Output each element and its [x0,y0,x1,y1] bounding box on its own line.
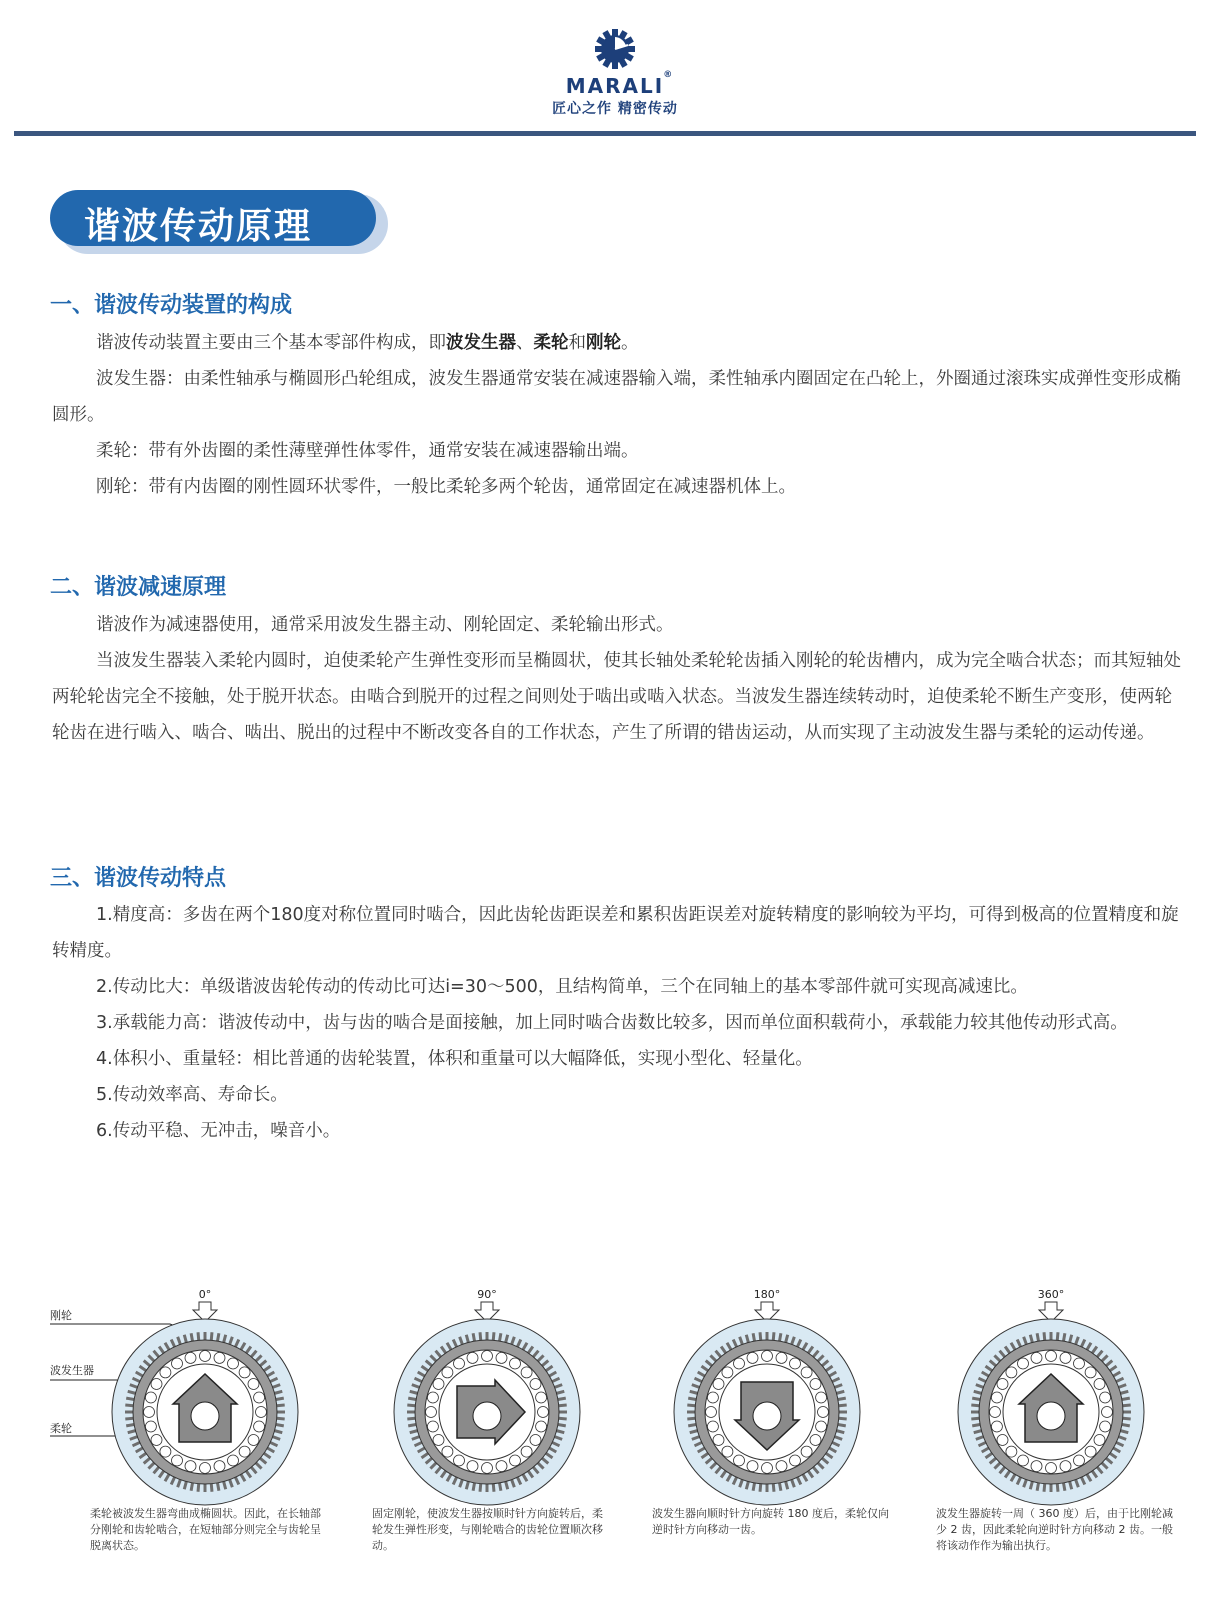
shaft-hole [191,1402,219,1430]
harmonic-drive-diagrams [0,1280,1210,1600]
label-circular-spline: 刚轮 [50,1309,72,1322]
page-title: 谐波传动原理 [84,206,313,247]
brand-slogan: 匠心之作 精密传动 [552,101,678,117]
section-body-composition [52,325,1182,505]
paragraph: 当波发生器装入柔轮内圆时，迫使柔轮产生弹性变形而呈椭圆状，使其长轴处柔轮轮齿插入刚轮的轮齿槽内，成为完全啮合状态；而其短轴处两轮轮齿完全不接触，处于脱开状态。由啮合到脱开的过程之间则处于啮出或啮入状态。当波发生器连续转动时，迫使柔轮不断生产变形，使两轮轮齿在进行啮入、啮合、啮出、脱出的过程中不断改变各自的工作状态，产生了所谓的错齿运动，从而实现了主动波发生器与柔轮的运动传递。 [52,651,1181,743]
list-item: 6.传动平稳、无冲击，噪音小。 [96,1121,341,1141]
label-flexspline: 柔轮 [50,1422,72,1435]
gear-logo-icon [592,26,638,72]
section-heading-composition: 一、谐波传动装置的构成 [50,293,293,318]
section-heading-reduction: 二、谐波减速原理 [50,575,227,600]
section-heading-features: 三、谐波传动特点 [50,866,227,891]
angle-label: 0° [198,1288,212,1301]
angle-label: 180° [753,1288,781,1301]
paragraph: 柔轮：带有外齿圈的柔性薄壁弹性体零件，通常安装在减速器输出端。 [96,441,639,461]
shaft-hole [473,1402,501,1430]
angle-label: 360° [1037,1288,1065,1301]
list-item: 5.传动效率高、寿命长。 [96,1085,288,1105]
header-divider [14,131,1196,136]
angle-label: 90° [477,1288,497,1301]
gear-diagram [105,1300,305,1510]
brand-name: MARALI ® [565,70,675,98]
diagram-caption: 柔轮被波发生器弯曲成椭圆状。因此，在长轴部分刚轮和齿轮啮合，在短轴部分则完全与齿轮呈脱离状态。 [90,1507,321,1552]
gear-diagram [387,1300,587,1510]
shaft-hole [1037,1402,1065,1430]
brand-logo [535,26,695,126]
page-title-badge [50,190,390,254]
page-header [0,0,1210,140]
label-wave-generator: 波发生器 [50,1364,94,1377]
gear-diagram [667,1300,867,1510]
section-body-reduction [52,607,1182,751]
paragraph: 刚轮：带有内齿圈的刚性圆环状零件，一般比柔轮多两个轮齿，通常固定在减速器机体上。 [96,477,796,497]
shaft-hole [753,1402,781,1430]
paragraph: 波发生器：由柔性轴承与椭圆形凸轮组成，波发生器通常安装在减速器输入端，柔性轴承内圈固定在凸轮上，外圈通过滚珠实成弹性变形成椭圆形。 [52,369,1181,425]
diagram-caption: 波发生器旋转一周（ 360 度）后，由于比刚轮减少 2 齿，因此柔轮向逆时针方向移动 2 齿。一般将该动作作为输出执行。 [936,1507,1173,1552]
paragraph: 谐波传动装置主要由三个基本零部件构成，即波发生器、柔轮和刚轮。 [96,333,639,353]
list-item: 1.精度高：多齿在两个180度对称位置同时啮合，因此齿轮齿距误差和累积齿距误差对旋转精度的影响较为平均，可得到极高的位置精度和旋转精度。 [52,905,1179,961]
gear-diagram [951,1300,1151,1510]
list-item: 4.体积小、重量轻：相比普通的齿轮装置，体积和重量可以大幅降低，实现小型化、轻量化。 [96,1049,813,1069]
section-body-features [52,897,1182,1149]
diagram-caption: 固定刚轮，使波发生器按顺时针方向旋转后，柔轮发生弹性形变，与刚轮啮合的齿轮位置顺次移动。 [372,1507,603,1552]
list-item: 3.承载能力高：谐波传动中，齿与齿的啮合是面接触，加上同时啮合齿数比较多，因而单位面积载荷小，承载能力较其他传动形式高。 [96,1013,1128,1033]
diagram-caption: 波发生器向顺时针方向旋转 180 度后，柔轮仅向逆时针方向移动一齿。 [652,1507,889,1536]
paragraph: 谐波作为减速器使用，通常采用波发生器主动、刚轮固定、柔轮输出形式。 [96,615,674,635]
list-item: 2.传动比大：单级谐波齿轮传动的传动比可达i=30～500，且结构简单，三个在同轴上的基本零部件就可实现高减速比。 [96,977,1028,997]
